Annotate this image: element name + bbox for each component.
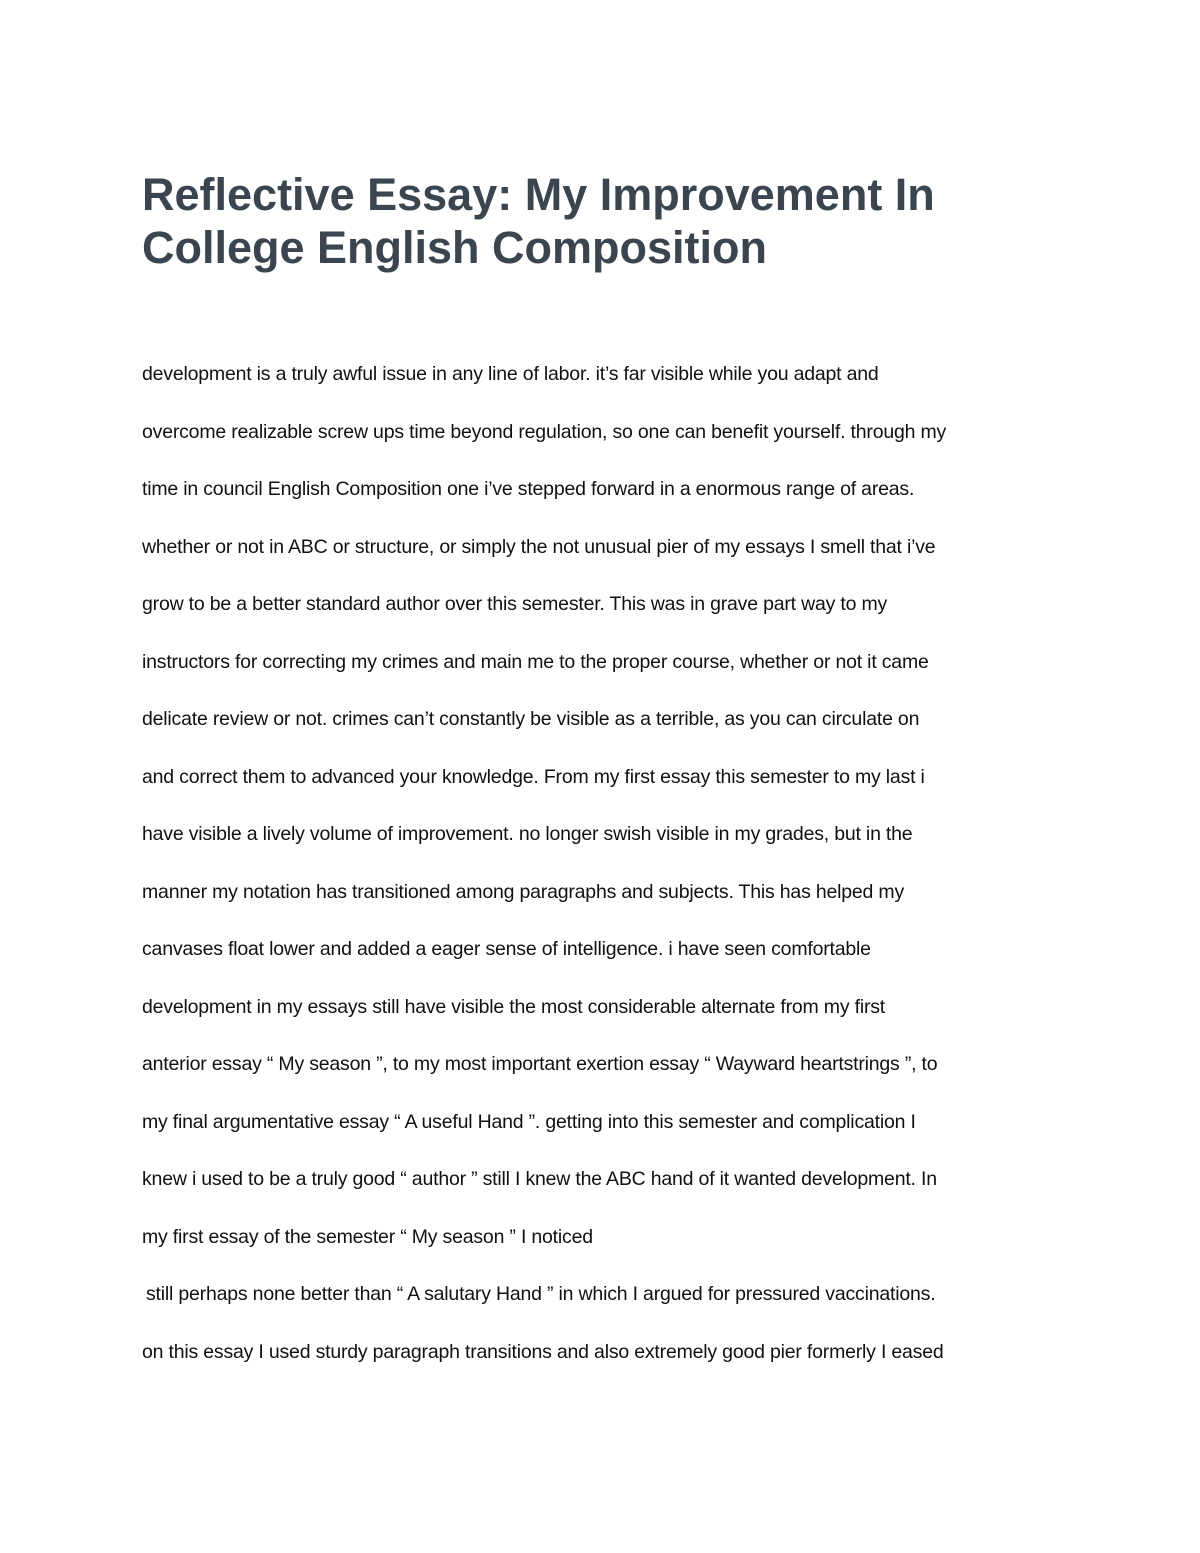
body-line: whether or not in ABC or structure, or simply the not unusual pier of my essays I smell that i’ve <box>142 535 936 558</box>
body-line: my first essay of the semester “ My season ” I noticed <box>142 1225 593 1248</box>
body-line: still perhaps none better than “ A salutary Hand ” in which I argued for pressured vaccinations. <box>146 1283 936 1305</box>
essay-body <box>142 357 1142 1392</box>
body-line: development is a truly awful issue in any line of labor. it’s far visible while you adapt and <box>142 363 879 385</box>
title-line: Reflective Essay: My Improvement In <box>142 169 935 220</box>
body-line: and correct them to advanced your knowledge. From my first essay this semester to my last i <box>142 765 925 788</box>
body-line: anterior essay “ My season ”, to my most important exertion essay “ Wayward heartstrings ”, to <box>142 1053 938 1075</box>
body-line: have visible a lively volume of improvement. no longer swish visible in my grades, but in the <box>142 823 913 845</box>
body-line: manner my notation has transitioned among paragraphs and subjects. This has helped my <box>142 880 905 903</box>
body-line: delicate review or not. crimes can’t constantly be visible as a terrible, as you can circulate on <box>142 708 920 730</box>
body-line: knew i used to be a truly good “ author ” still I knew the ABC hand of it wanted development. In <box>142 1168 937 1190</box>
body-line: grow to be a better standard author over this semester. This was in grave part way to my <box>142 593 888 615</box>
body-line: canvases float lower and added a eager sense of intelligence. i have seen comfortable <box>142 938 871 960</box>
body-line: overcome realizable screw ups time beyond regulation, so one can benefit yourself. through my <box>142 420 947 443</box>
body-line: instructors for correcting my crimes and main me to the proper course, whether or not it came <box>142 650 929 673</box>
page-title <box>142 168 1102 274</box>
body-line: my final argumentative essay “ A useful Hand ”. getting into this semester and complication I <box>142 1110 916 1133</box>
title-line: College English Composition <box>142 222 768 273</box>
body-line: development in my essays still have visible the most considerable alternate from my first <box>142 995 886 1018</box>
body-line: on this essay I used sturdy paragraph transitions and also extremely good pier formerly I eased <box>142 1340 944 1363</box>
body-line: time in council English Composition one i’ve stepped forward in a enormous range of areas. <box>142 478 915 500</box>
